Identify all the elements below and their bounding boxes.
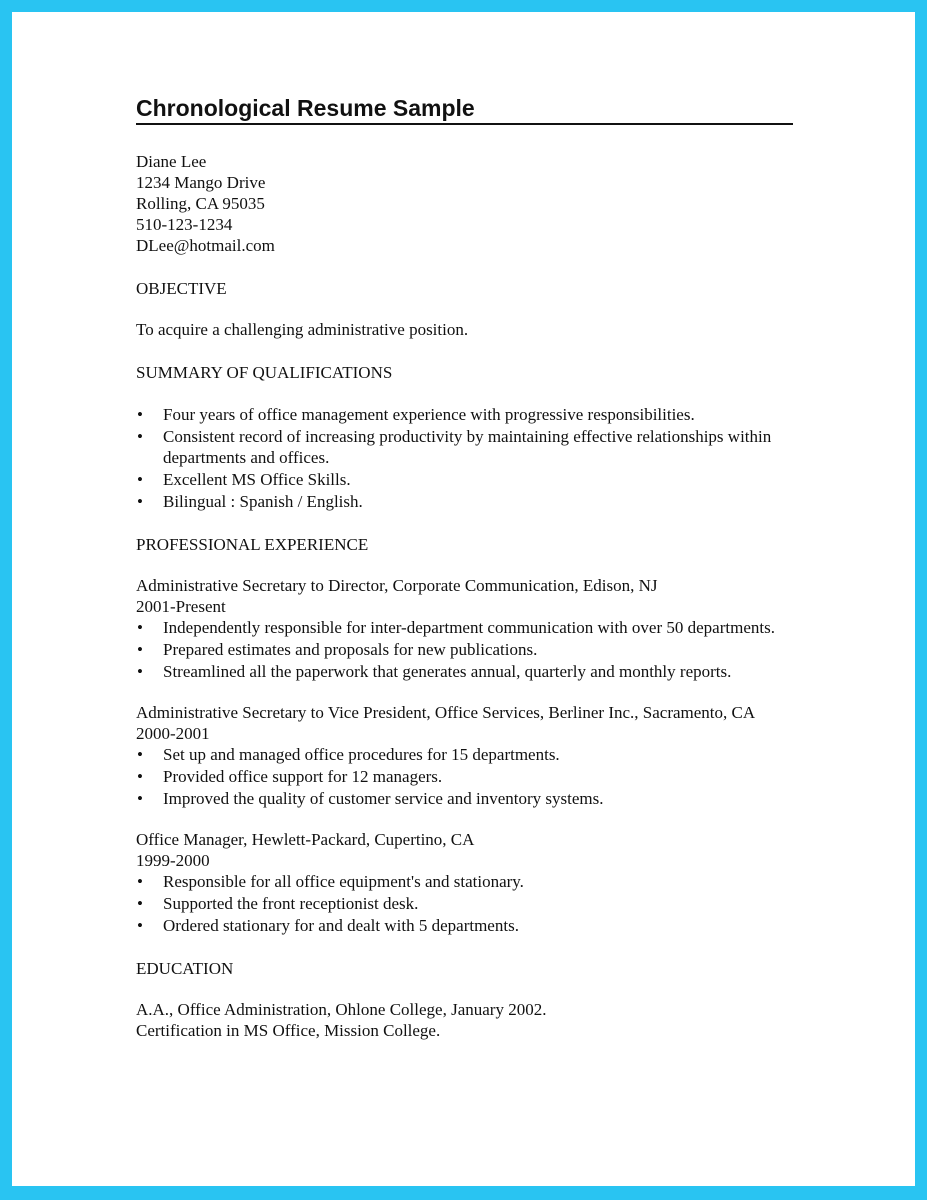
list-item: • Responsible for all office equipment's and stationary. xyxy=(136,871,796,892)
job-entry xyxy=(136,702,796,809)
list-item: • Improved the quality of customer service and inventory systems. xyxy=(136,788,796,809)
job-dates: 1999-2000 xyxy=(136,851,210,870)
job-entry xyxy=(136,829,796,936)
list-item: • Independently responsible for inter-department communication with over 50 departments. xyxy=(136,617,796,638)
job-dates: 2001-Present xyxy=(136,597,226,616)
summary-heading: SUMMARY OF QUALIFICATIONS xyxy=(136,363,393,382)
job-title: Administrative Secretary to Vice President, Office Services, Berliner Inc., Sacramento, CA 2000-2001 xyxy=(136,703,755,743)
education-block xyxy=(136,999,796,1041)
job-duties xyxy=(136,744,796,809)
list-item: • Provided office support for 12 managers. xyxy=(136,766,796,787)
list-item: • Consistent record of increasing productivity by maintaining effective relationships within departments and offices. xyxy=(136,426,796,468)
list-item: • Streamlined all the paperwork that generates annual, quarterly and monthly reports. xyxy=(136,661,796,682)
contact-street: 1234 Mango Drive xyxy=(136,173,266,192)
education-line: Certification in MS Office, Mission College. xyxy=(136,1021,441,1040)
list-item: • Supported the front receptionist desk. xyxy=(136,893,796,914)
list-item: • Bilingual : Spanish / English. xyxy=(136,491,796,512)
education-line: A.A., Office Administration, Ohlone College, January 2002. xyxy=(136,1000,547,1019)
page-title: Chronological Resume Sample xyxy=(136,94,793,125)
contact-phone: 510-123-1234 xyxy=(136,215,233,234)
objective-heading: OBJECTIVE xyxy=(136,279,227,298)
job-title: Administrative Secretary to Director, Corporate Communication, Edison, NJ xyxy=(136,576,658,595)
job-duties xyxy=(136,617,796,682)
resume-page xyxy=(12,12,915,1186)
job-duties xyxy=(136,871,796,936)
contact-email: DLee@hotmail.com xyxy=(136,236,275,255)
list-item: • Prepared estimates and proposals for new publications. xyxy=(136,639,796,660)
education-heading: EDUCATION xyxy=(136,959,234,978)
job-entry xyxy=(136,575,796,682)
experience-heading: PROFESSIONAL EXPERIENCE xyxy=(136,535,369,554)
list-item: • Set up and managed office procedures for 15 departments. xyxy=(136,744,796,765)
contact-city: Rolling, CA 95035 xyxy=(136,194,265,213)
list-item: • Ordered stationary for and dealt with 5 departments. xyxy=(136,915,796,936)
list-item: • Excellent MS Office Skills. xyxy=(136,469,796,490)
objective-text: To acquire a challenging administrative position. xyxy=(136,320,469,339)
job-title: Office Manager, Hewlett-Packard, Cupertino, CA xyxy=(136,830,475,849)
contact-block xyxy=(136,151,796,256)
resume-content xyxy=(136,94,796,1041)
contact-name: Diane Lee xyxy=(136,152,207,171)
summary-list xyxy=(136,404,796,512)
list-item: • Four years of office management experience with progressive responsibilities. xyxy=(136,404,796,425)
